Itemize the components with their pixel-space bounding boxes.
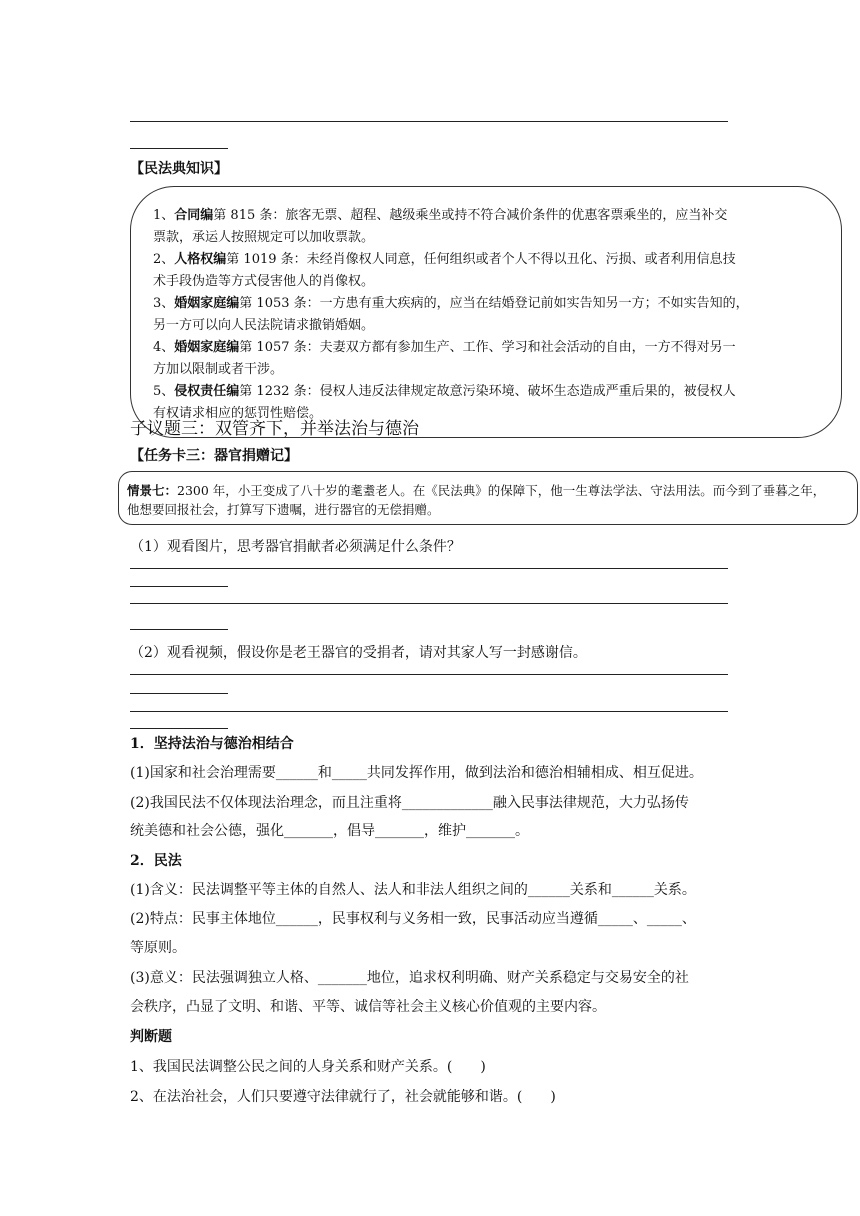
judge-item[interactable]: 2、在法治社会，人们只要遵守法律就行了，社会就能够和谐。( ): [130, 1089, 556, 1105]
item-book: 婚姻家庭编: [174, 340, 240, 355]
point-2-heading: 2．民法: [130, 853, 182, 869]
point-2-line: (2)特点：民事主体地位______，民事权利与义务相一致，民事活动应当遵循_____、_____、: [130, 911, 696, 927]
civil-code-item-cont: 方加以限制或者干涉。: [153, 362, 284, 377]
answer-line-long[interactable]: [130, 568, 728, 569]
point-2-line: 等原则。: [130, 940, 186, 956]
point-1-heading: 1．坚持法治与德治相结合: [130, 736, 294, 752]
item-text: 第 1232 条：侵权人违反法律规定故意污染环境、破坏生态造成严重后果的，被侵权人: [239, 384, 736, 399]
civil-code-box: [130, 186, 842, 438]
point-2-line: (1)含义：民法调整平等主体的自然人、法人和非法人组织之间的______关系和______关系。: [130, 882, 696, 898]
question-2: （2）观看视频，假设你是老王器官的受捐者，请对其家人写一封感谢信。: [130, 645, 587, 661]
civil-code-item: [153, 249, 736, 271]
item-number: 4、: [153, 340, 175, 355]
scenario-box: [118, 471, 858, 525]
point-1-line: (2)我国民法不仅体现法治理念，而且注重将_____________融入民事法律规范，大力弘扬传: [130, 795, 689, 811]
question-1: （1）观看图片，思考器官捐献者必须满足什么条件？: [130, 539, 461, 555]
answer-line-short[interactable]: [130, 148, 228, 149]
item-text: 第 815 条：旅客无票、超程、越级乘坐或持不符合减价条件的优惠客票乘坐的，应当补交: [213, 208, 728, 223]
item-book: 合同编: [174, 208, 214, 223]
civil-code-item-cont: 另一方可以向人民法院请求撤销婚姻。: [153, 318, 375, 333]
item-text: 第 1019 条：未经肖像权人同意，任何组织或者个人不得以丑化、污损、或者利用信息技: [226, 252, 736, 267]
item-book: 侵权责任编: [174, 384, 240, 399]
task-card-label: 【任务卡三：器官捐赠记】: [130, 448, 298, 464]
section-civil-code-label: 【民法典知识】: [130, 161, 228, 177]
scenario-line-1: [127, 481, 825, 499]
item-text: 第 1057 条：夫妻双方都有参加生产、工作、学习和社会活动的自由，一方不得对另一: [239, 340, 736, 355]
item-number: 5、: [153, 384, 175, 399]
civil-code-item-cont: 票款，承运人按照规定可以加收票款。: [153, 230, 375, 245]
civil-code-item: [153, 337, 736, 359]
civil-code-item-cont: 术手段伪造等方式侵害他人的肖像权。: [153, 274, 375, 289]
item-text: 第 1053 条：一方患有重大疾病的，应当在结婚登记前如实告知另一方；不如实告知的，: [239, 296, 749, 311]
civil-code-item: [153, 205, 727, 227]
scenario-line-2: 他想要回报社会，打算写下遗嘱，进行器官的无偿捐赠。: [127, 502, 440, 517]
scenario-text: 2300 年，小王变成了八十岁的耄耋老人。在《民法典》的保障下，他一生尊法学法、守法用法。而今到了垂暮之年，: [177, 483, 826, 498]
item-number: 3、: [153, 296, 175, 311]
answer-line-long[interactable]: [130, 121, 728, 122]
answer-line-long[interactable]: [130, 711, 728, 712]
point-2-line: (3)意义：民法强调独立人格、_______地位，追求权利明确、财产关系稳定与交易安全的社: [130, 970, 689, 986]
item-number: 2、: [153, 252, 175, 267]
answer-line-short[interactable]: [130, 728, 228, 729]
point-1-line: 统美德和社会公德，强化_______，倡导_______，维护_______。: [130, 823, 529, 839]
answer-line-short[interactable]: [130, 693, 228, 694]
answer-line-short[interactable]: [130, 629, 228, 630]
item-book: 婚姻家庭编: [174, 296, 240, 311]
answer-line-short[interactable]: [130, 586, 228, 587]
civil-code-item-cont: 有权请求相应的惩罚性赔偿。: [153, 406, 323, 421]
civil-code-item: [153, 381, 736, 403]
answer-line-long[interactable]: [130, 674, 728, 675]
item-book: 人格权编: [174, 252, 227, 267]
item-number: 1、: [153, 208, 175, 223]
judge-item[interactable]: 1、我国民法调整公民之间的人身关系和财产关系。( ): [130, 1059, 486, 1075]
answer-line-long[interactable]: [130, 603, 728, 604]
scenario-label: 情景七：: [127, 483, 178, 498]
point-1-line: (1)国家和社会治理需要______和_____共同发挥作用，做到法治和德治相辅相成、相互促进。: [130, 765, 703, 781]
civil-code-item: [153, 293, 749, 315]
subtopic-title: 子议题三：双管齐下，并举法治与德治: [130, 419, 419, 439]
point-2-line: 会秩序，凸显了文明、和谐、平等、诚信等社会主义核心价值观的主要内容。: [130, 999, 606, 1015]
judge-heading: 判断题: [130, 1029, 172, 1045]
